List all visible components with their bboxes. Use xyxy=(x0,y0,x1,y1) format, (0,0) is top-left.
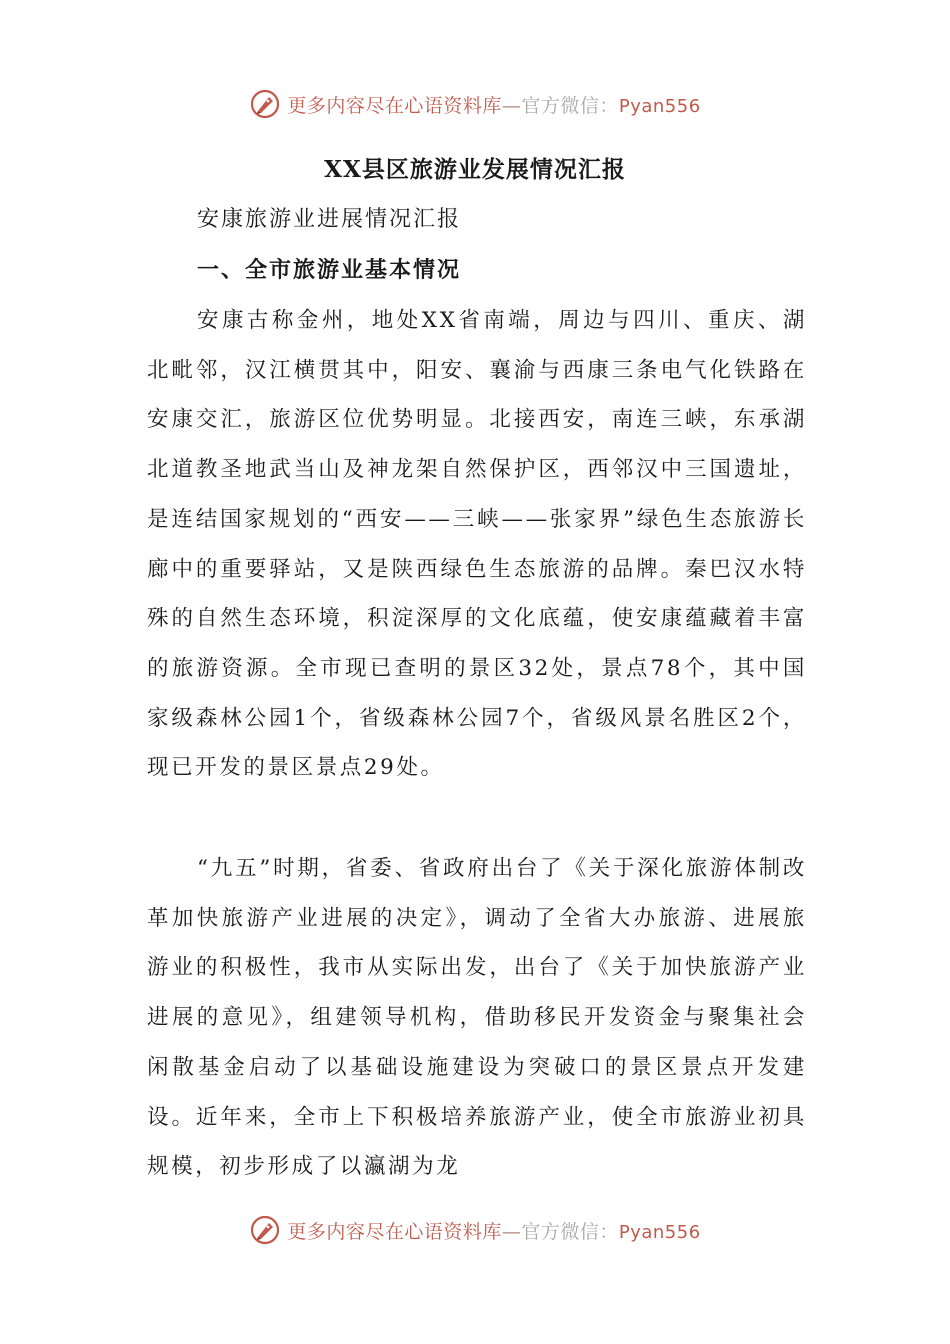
header-watermark xyxy=(0,84,950,124)
watermark-text xyxy=(287,1217,700,1244)
pen-nib-logo-icon xyxy=(249,1214,281,1246)
section-heading: 一、全市旅游业基本情况 xyxy=(197,257,462,283)
watermark-dash: — xyxy=(501,94,522,117)
watermark-text xyxy=(287,91,700,118)
watermark-official-label: 官方微信： xyxy=(521,94,619,117)
watermark-main-text: 更多内容尽在心语资料库 xyxy=(287,94,502,117)
watermark-wechat-id: Pyan556 xyxy=(618,1221,701,1243)
body-paragraph-2: “九五”时期，省委、省政府出台了《关于深化旅游体制改革加快旅游产业进展的决定》，调动了全省大办旅游、进展旅游业的积极性，我市从实际出发，出台了《关于加快旅游产业进展的意见》，组建领导机构，借助移民开发资金与聚集社会闲散基金启动了以基础设施建设为突破口的景区景点开发建设。近年来，全市上下积极培养旅游产业，使全市旅游业初具规模，初步形成了以瀛湖为龙 xyxy=(147,856,807,1180)
body-paragraph-1: 安康古称金州，地处XX省南端，周边与四川、重庆、湖北毗邻，汉江横贯其中，阳安、襄渝与西康三条电气化铁路在安康交汇，旅游区位优势明显。北接西安，南连三峡，东承湖北道教圣地武当山及神龙架自然保护区，西邻汉中三国遗址，是连结国家规划的“西安——三峡——张家界”绿色生态旅游长廊中的重要驿站，又是陕西绿色生态旅游的品牌。秦巴汉水特殊的自然生态环境，积淀深厚的文化底蕴，使安康蕴藏着丰富的旅游资源。全市现已查明的景区32处，景点78个，其中国家级森林公园1个，省级森林公园7个，省级风景名胜区2个，现已开发的景区景点29处。 xyxy=(147,308,807,781)
document-title: XX县区旅游业发展情况汇报 xyxy=(324,156,626,183)
watermark-wechat-id: Pyan556 xyxy=(618,95,701,117)
document-subtitle: 安康旅游业进展情况汇报 xyxy=(197,207,462,232)
pen-nib-logo-icon xyxy=(249,88,281,120)
watermark-main-text: 更多内容尽在心语资料库 xyxy=(287,1220,502,1243)
footer-watermark xyxy=(0,1210,950,1250)
watermark-official-label: 官方微信： xyxy=(521,1220,619,1243)
watermark-dash: — xyxy=(501,1220,522,1243)
